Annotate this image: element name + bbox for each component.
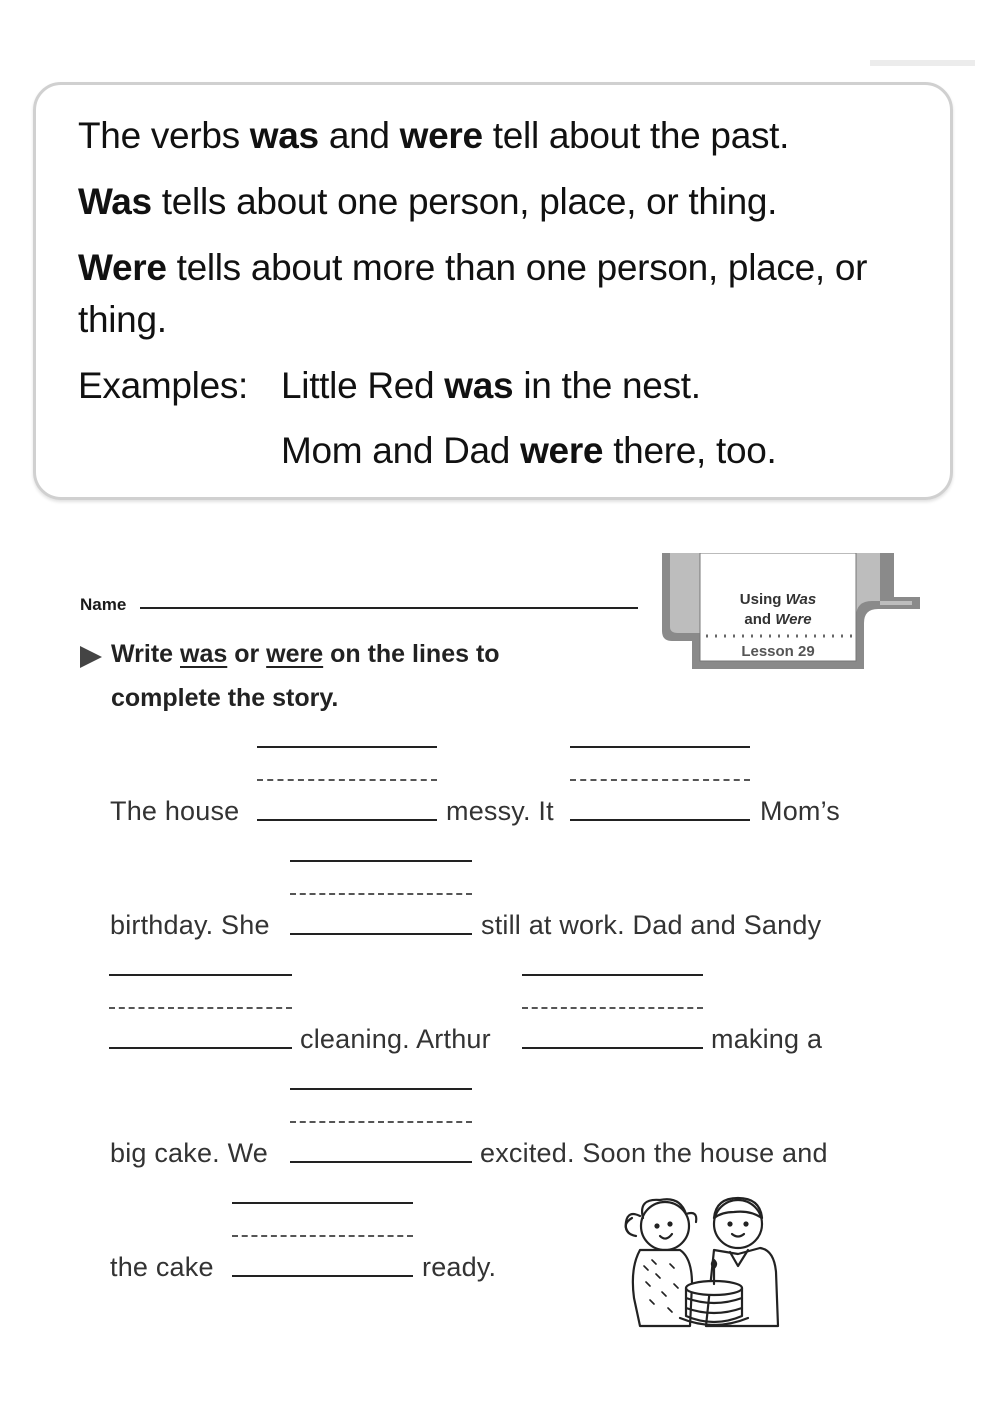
rule-text: and <box>318 115 400 156</box>
story-text-2: messy. It <box>446 796 554 826</box>
rule-bold-word: were <box>520 430 604 471</box>
story-text-5: still at work. Dad and Sandy <box>481 910 822 940</box>
instruction-text: on the lines to <box>323 640 500 668</box>
story-text-3: Mom’s <box>760 796 841 826</box>
rule-bold-word: Were <box>78 247 167 288</box>
rule-text: Little Red <box>281 365 445 406</box>
rule-bold-word: was <box>249 115 319 156</box>
story-text-10: the cake <box>110 1252 214 1282</box>
rule-bold-word: Was <box>78 181 152 222</box>
triangle-bullet-icon <box>80 646 102 668</box>
name-field[interactable] <box>140 607 638 609</box>
lesson-topic-italic: Were <box>775 611 812 628</box>
rule-line-3 <box>78 247 867 289</box>
answer-blank-3[interactable] <box>290 860 472 936</box>
examples-label: Examples: <box>78 365 249 406</box>
rule-box <box>33 82 953 500</box>
page-edge-scrap <box>870 60 975 66</box>
name-label: Name <box>80 595 127 614</box>
instruction-word-was: was <box>180 640 228 668</box>
lesson-topic-italic: Was <box>785 591 817 608</box>
rule-text: The verbs <box>78 115 250 156</box>
instruction-line-2: complete the story. <box>111 684 339 712</box>
rule-text: tells about one person, place, or thing. <box>151 181 778 222</box>
instruction-text: Write <box>111 640 180 668</box>
answer-blank-5[interactable] <box>522 974 703 1050</box>
example-2 <box>281 430 777 472</box>
rule-bold-word: was <box>444 365 514 406</box>
rule-text: tell about the past. <box>482 115 790 156</box>
story-text-7: making a <box>711 1024 823 1054</box>
lesson-number: Lesson 29 <box>741 643 815 660</box>
lesson-topic-text: Using <box>739 591 786 608</box>
answer-blank-1[interactable] <box>257 746 437 822</box>
answer-blank-4[interactable] <box>109 974 292 1050</box>
story-text-1: The house <box>110 796 240 826</box>
instruction-word-were: were <box>266 640 324 668</box>
answer-blank-2[interactable] <box>570 746 750 822</box>
story-text-9: excited. Soon the house and <box>480 1138 828 1168</box>
story-text-6: cleaning. Arthur <box>300 1024 491 1054</box>
instruction-text: or <box>227 640 267 668</box>
rule-text: there, too. <box>603 430 777 471</box>
rule-line-2 <box>78 181 777 223</box>
kids-with-cake-icon <box>610 1188 790 1333</box>
answer-blank-7[interactable] <box>232 1202 413 1278</box>
rule-line-4: thing. <box>78 299 167 340</box>
example-1 <box>281 365 701 407</box>
rule-text: Mom and Dad <box>281 430 521 471</box>
story-text-11: ready. <box>422 1252 497 1282</box>
rule-line-1 <box>78 115 789 157</box>
answer-blank-6[interactable] <box>290 1088 472 1164</box>
rule-bold-word: were <box>399 115 483 156</box>
story-text-4: birthday. She <box>110 910 270 940</box>
instruction-line-1 <box>111 640 500 669</box>
lesson-topic-text: and <box>744 611 776 628</box>
story-text-8: big cake. We <box>110 1138 268 1168</box>
rule-text: tells about more than one person, place, or <box>166 247 868 288</box>
lesson-topic <box>700 590 856 630</box>
rule-text: in the nest. <box>513 365 701 406</box>
